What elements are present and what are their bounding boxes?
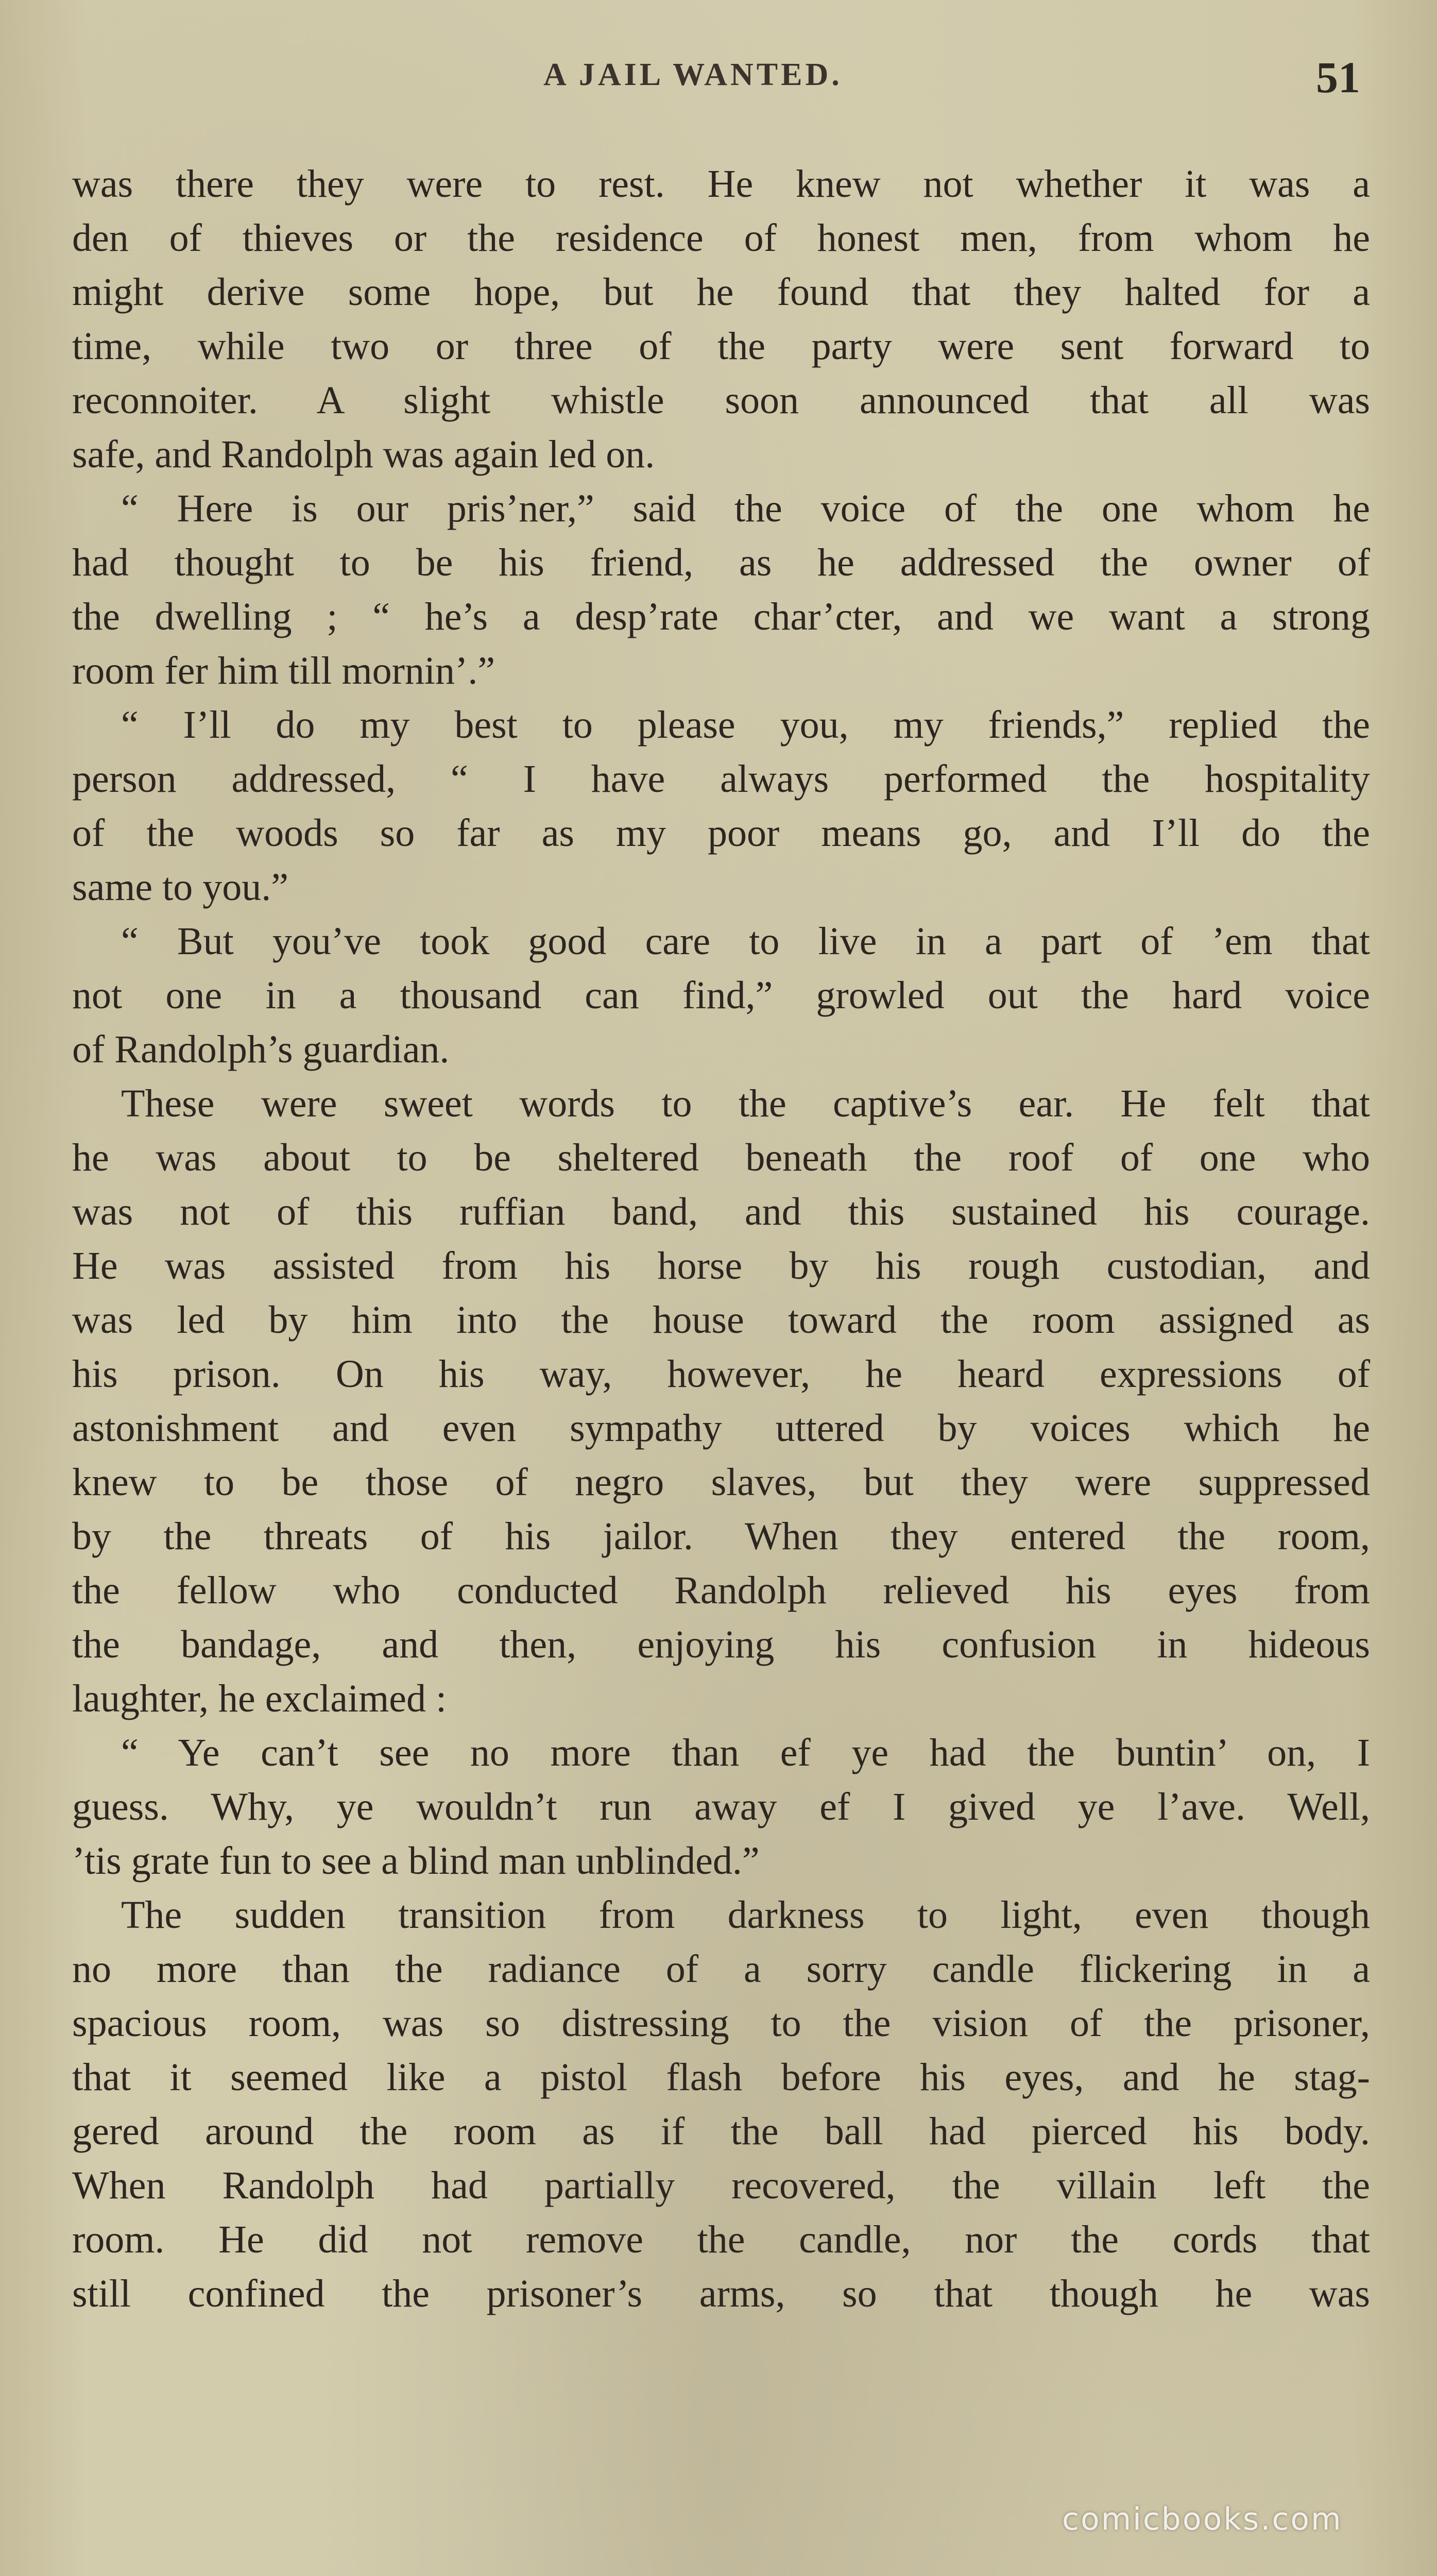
body-text bbox=[72, 157, 1370, 2321]
text-line: These were sweet words to the captive’s ear. He felt that bbox=[121, 1082, 1370, 1125]
text-line: person addressed, “ I have always performed the hospitality bbox=[72, 757, 1370, 801]
text-line: was not of this ruffian band, and this sustained his courage. bbox=[72, 1190, 1370, 1233]
text-line: the bandage, and then, enjoying his confusion in hideous bbox=[72, 1623, 1370, 1666]
text-line: safe, and Randolph was again led on. bbox=[72, 433, 655, 476]
text-line: ’tis grate fun to see a blind man unblinded.” bbox=[72, 1839, 760, 1883]
page-number: 51 bbox=[1316, 53, 1360, 102]
text-line: not one in a thousand can find,” growled out the hard voice bbox=[72, 974, 1370, 1017]
text-line: laughter, he exclaimed : bbox=[72, 1677, 447, 1720]
text-line: might derive some hope, but he found that they halted for a bbox=[72, 270, 1370, 314]
text-line: had thought to be his friend, as he addressed the owner of bbox=[72, 541, 1370, 584]
text-line: room fer him till mornin’.” bbox=[72, 649, 495, 692]
text-line: same to you.” bbox=[72, 866, 289, 909]
text-line: that it seemed like a pistol flash before his eyes, and he stag- bbox=[72, 2056, 1370, 2099]
text-line: The sudden transition from darkness to light, even though bbox=[121, 1893, 1370, 1937]
text-line: “ Ye can’t see no more than ef ye had the buntin’ on, I bbox=[121, 1731, 1370, 1774]
text-line: of Randolph’s guardian. bbox=[72, 1028, 450, 1071]
text-line: astonishment and even sympathy uttered by voices which he bbox=[72, 1406, 1370, 1450]
text-line: den of thieves or the residence of honest men, from whom he bbox=[72, 216, 1370, 260]
text-line: guess. Why, ye wouldn’t run away ef I gived ye l’ave. Well, bbox=[72, 1785, 1370, 1828]
text-line: “ I’ll do my best to please you, my friends,” replied the bbox=[121, 703, 1370, 747]
text-line: of the woods so far as my poor means go, and I’ll do the bbox=[72, 811, 1370, 855]
running-title: A JAIL WANTED. bbox=[543, 57, 843, 92]
text-line: “ Here is our pris’ner,” said the voice of the one whom he bbox=[121, 487, 1370, 530]
text-line: he was about to be sheltered beneath the roof of one who bbox=[72, 1136, 1370, 1179]
text-line: the fellow who conducted Randolph relieved his eyes from bbox=[72, 1569, 1370, 1612]
text-line: He was assisted from his horse by his rough custodian, and bbox=[72, 1244, 1370, 1287]
text-line: room. He did not remove the candle, nor the cords that bbox=[72, 2218, 1370, 2261]
site-watermark: comicbooks.com bbox=[1062, 2501, 1343, 2537]
text-line: by the threats of his jailor. When they entered the room, bbox=[72, 1515, 1370, 1558]
text-line: When Randolph had partially recovered, the villain left the bbox=[72, 2164, 1370, 2207]
text-line: the dwelling ; “ he’s a desp’rate char’cter, and we want a strong bbox=[72, 595, 1370, 638]
text-line: was led by him into the house toward the room assigned as bbox=[72, 1298, 1370, 1342]
text-line: his prison. On his way, however, he heard expressions of bbox=[72, 1352, 1370, 1396]
text-line: no more than the radiance of a sorry candle flickering in a bbox=[72, 1947, 1370, 1991]
text-line: still confined the prisoner’s arms, so that though he was bbox=[72, 2272, 1370, 2315]
text-line: reconnoiter. A slight whistle soon announced that all was bbox=[72, 379, 1370, 422]
running-head bbox=[0, 52, 1437, 108]
text-line: “ But you’ve took good care to live in a part of ’em that bbox=[121, 920, 1370, 963]
text-line: knew to be those of negro slaves, but they were suppressed bbox=[72, 1461, 1370, 1504]
text-line: spacious room, was so distressing to the vision of the prisoner, bbox=[72, 2002, 1370, 2045]
text-line: time, while two or three of the party were sent forward to bbox=[72, 325, 1370, 368]
text-line: gered around the room as if the ball had pierced his body. bbox=[72, 2110, 1370, 2153]
text-line: was there they were to rest. He knew not whether it was a bbox=[72, 162, 1370, 206]
